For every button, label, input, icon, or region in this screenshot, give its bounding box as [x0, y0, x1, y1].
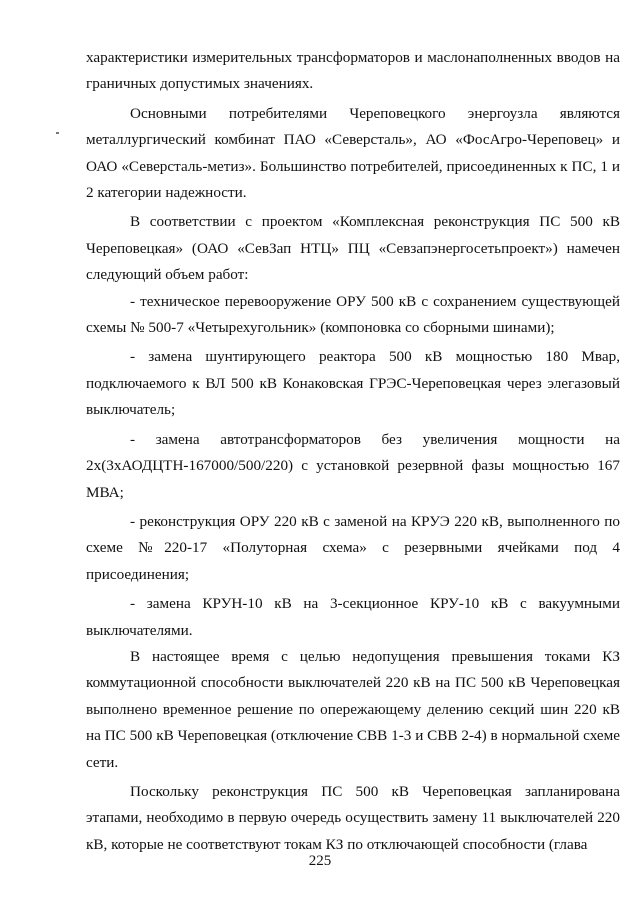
page-number: 225 [308, 853, 332, 869]
list-item-reactor: - замена шунтирующего реактора 500 кВ мощностью 180 Мвар, подключаемого к ВЛ 500 кВ Конаковская ГРЭС-Череповецкая через элегазовый выключатель; [86, 348, 620, 419]
list-item-oru-500: - техническое перевооружение ОРУ 500 кВ с сохранением существующей схемы № 500-7 «Четырехугольник» (компоновка со сборными шинами); [86, 292, 620, 337]
document-page [86, 45, 620, 858]
paragraph-continuation: характеристики измерительных трансформаторов и маслонаполненных вводов на граничных допустимых значениях. [86, 49, 620, 93]
paragraph-current-state: В настоящее время с целью недопущения превышения токами КЗ коммутационной способности выключателей 220 кВ на ПС 500 кВ Череповецкая выполнено временное решение по опережающему делению секций шин 220 кВ на ПС 500 кВ Череповецкая (отключение СВВ 1-3 и СВВ 2-4) в нормальной схеме сети. [86, 647, 620, 771]
list-item-autotransformers: - замена автотрансформаторов без увеличения мощности на 2х(3хАОДЦТН-167000/500/220) с установкой резервной фазы мощностью 167 МВА; [86, 430, 620, 501]
paragraph-consumers: Основными потребителями Череповецкого энергоузла являются металлургический комбинат ПАО «Северсталь», АО «ФосАгро-Череповец» и ОАО «Северсталь-метиз». Большинство потребителей, присоединенных к ПС, 1 и 2 категории надежности. [86, 104, 620, 202]
margin-mark [56, 132, 59, 134]
list-item-krun: - замена КРУН-10 кВ на 3-секционное КРУ-10 кВ с вакуумными выключателями. [86, 595, 620, 639]
paragraph-project: В соответствии с проектом «Комплексная реконструкция ПС 500 кВ Череповецкая» (ОАО «СевЗап НТЦ» ПЦ «Севзапэнергосетьпроект») намечен следующий объем работ: [86, 213, 620, 284]
paragraph-stages: Поскольку реконструкция ПС 500 кВ Череповецкая запланирована этапами, необходимо в первую очередь осуществить замену 11 выключателей 220 кВ, которые не соответствуют токам КЗ по отключающей способности (глава [86, 782, 620, 853]
list-item-oru-220: - реконструкция ОРУ 220 кВ с заменой на КРУЭ 220 кВ, выполненного по схеме №220-17 «Полуторная схема» с резервными ячейками под 4 присоединения; [86, 512, 620, 583]
